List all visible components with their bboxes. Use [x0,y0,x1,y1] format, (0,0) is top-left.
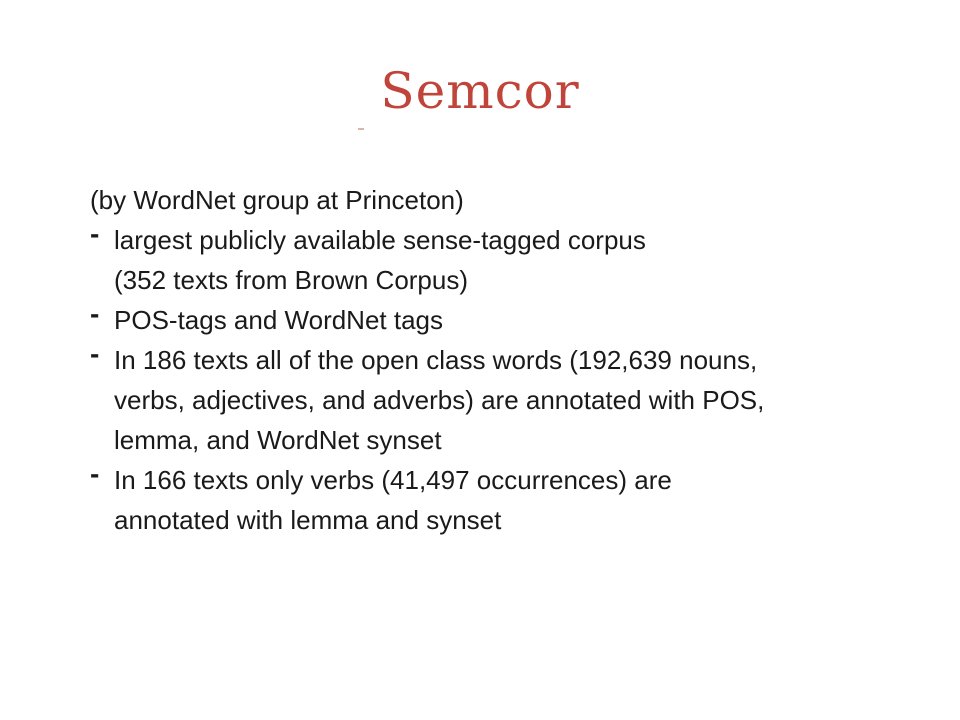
dash-bullet-icon: - [90,218,100,249]
dash-bullet-icon: - [90,458,100,489]
dash-bullet-icon: - [90,338,100,369]
bullet-item [88,340,928,460]
title-underline-mark [358,128,364,130]
bullet-line: largest publicly available sense-tagged corpus [114,225,646,255]
bullet-line: In 166 texts only verbs (41,497 occurrences) are [114,465,672,495]
intro-line: (by WordNet group at Princeton) [90,185,464,215]
bullet-item [88,220,928,300]
slide-title: Semcor [380,62,580,120]
bullet-item [88,460,928,540]
bullet-line: lemma, and WordNet synset [114,425,442,455]
bullet-item [88,300,928,340]
bullet-line: annotated with lemma and synset [114,505,502,535]
bullet-line: (352 texts from Brown Corpus) [114,265,469,295]
bullet-line: In 186 texts all of the open class words (192,639 nouns, [114,345,758,375]
bullet-line: verbs, adjectives, and adverbs) are annotated with POS, [114,385,765,415]
dash-bullet-icon: - [90,298,100,329]
slide-body [88,180,928,540]
bullet-list [88,220,928,540]
bullet-line: POS-tags and WordNet tags [114,305,444,335]
